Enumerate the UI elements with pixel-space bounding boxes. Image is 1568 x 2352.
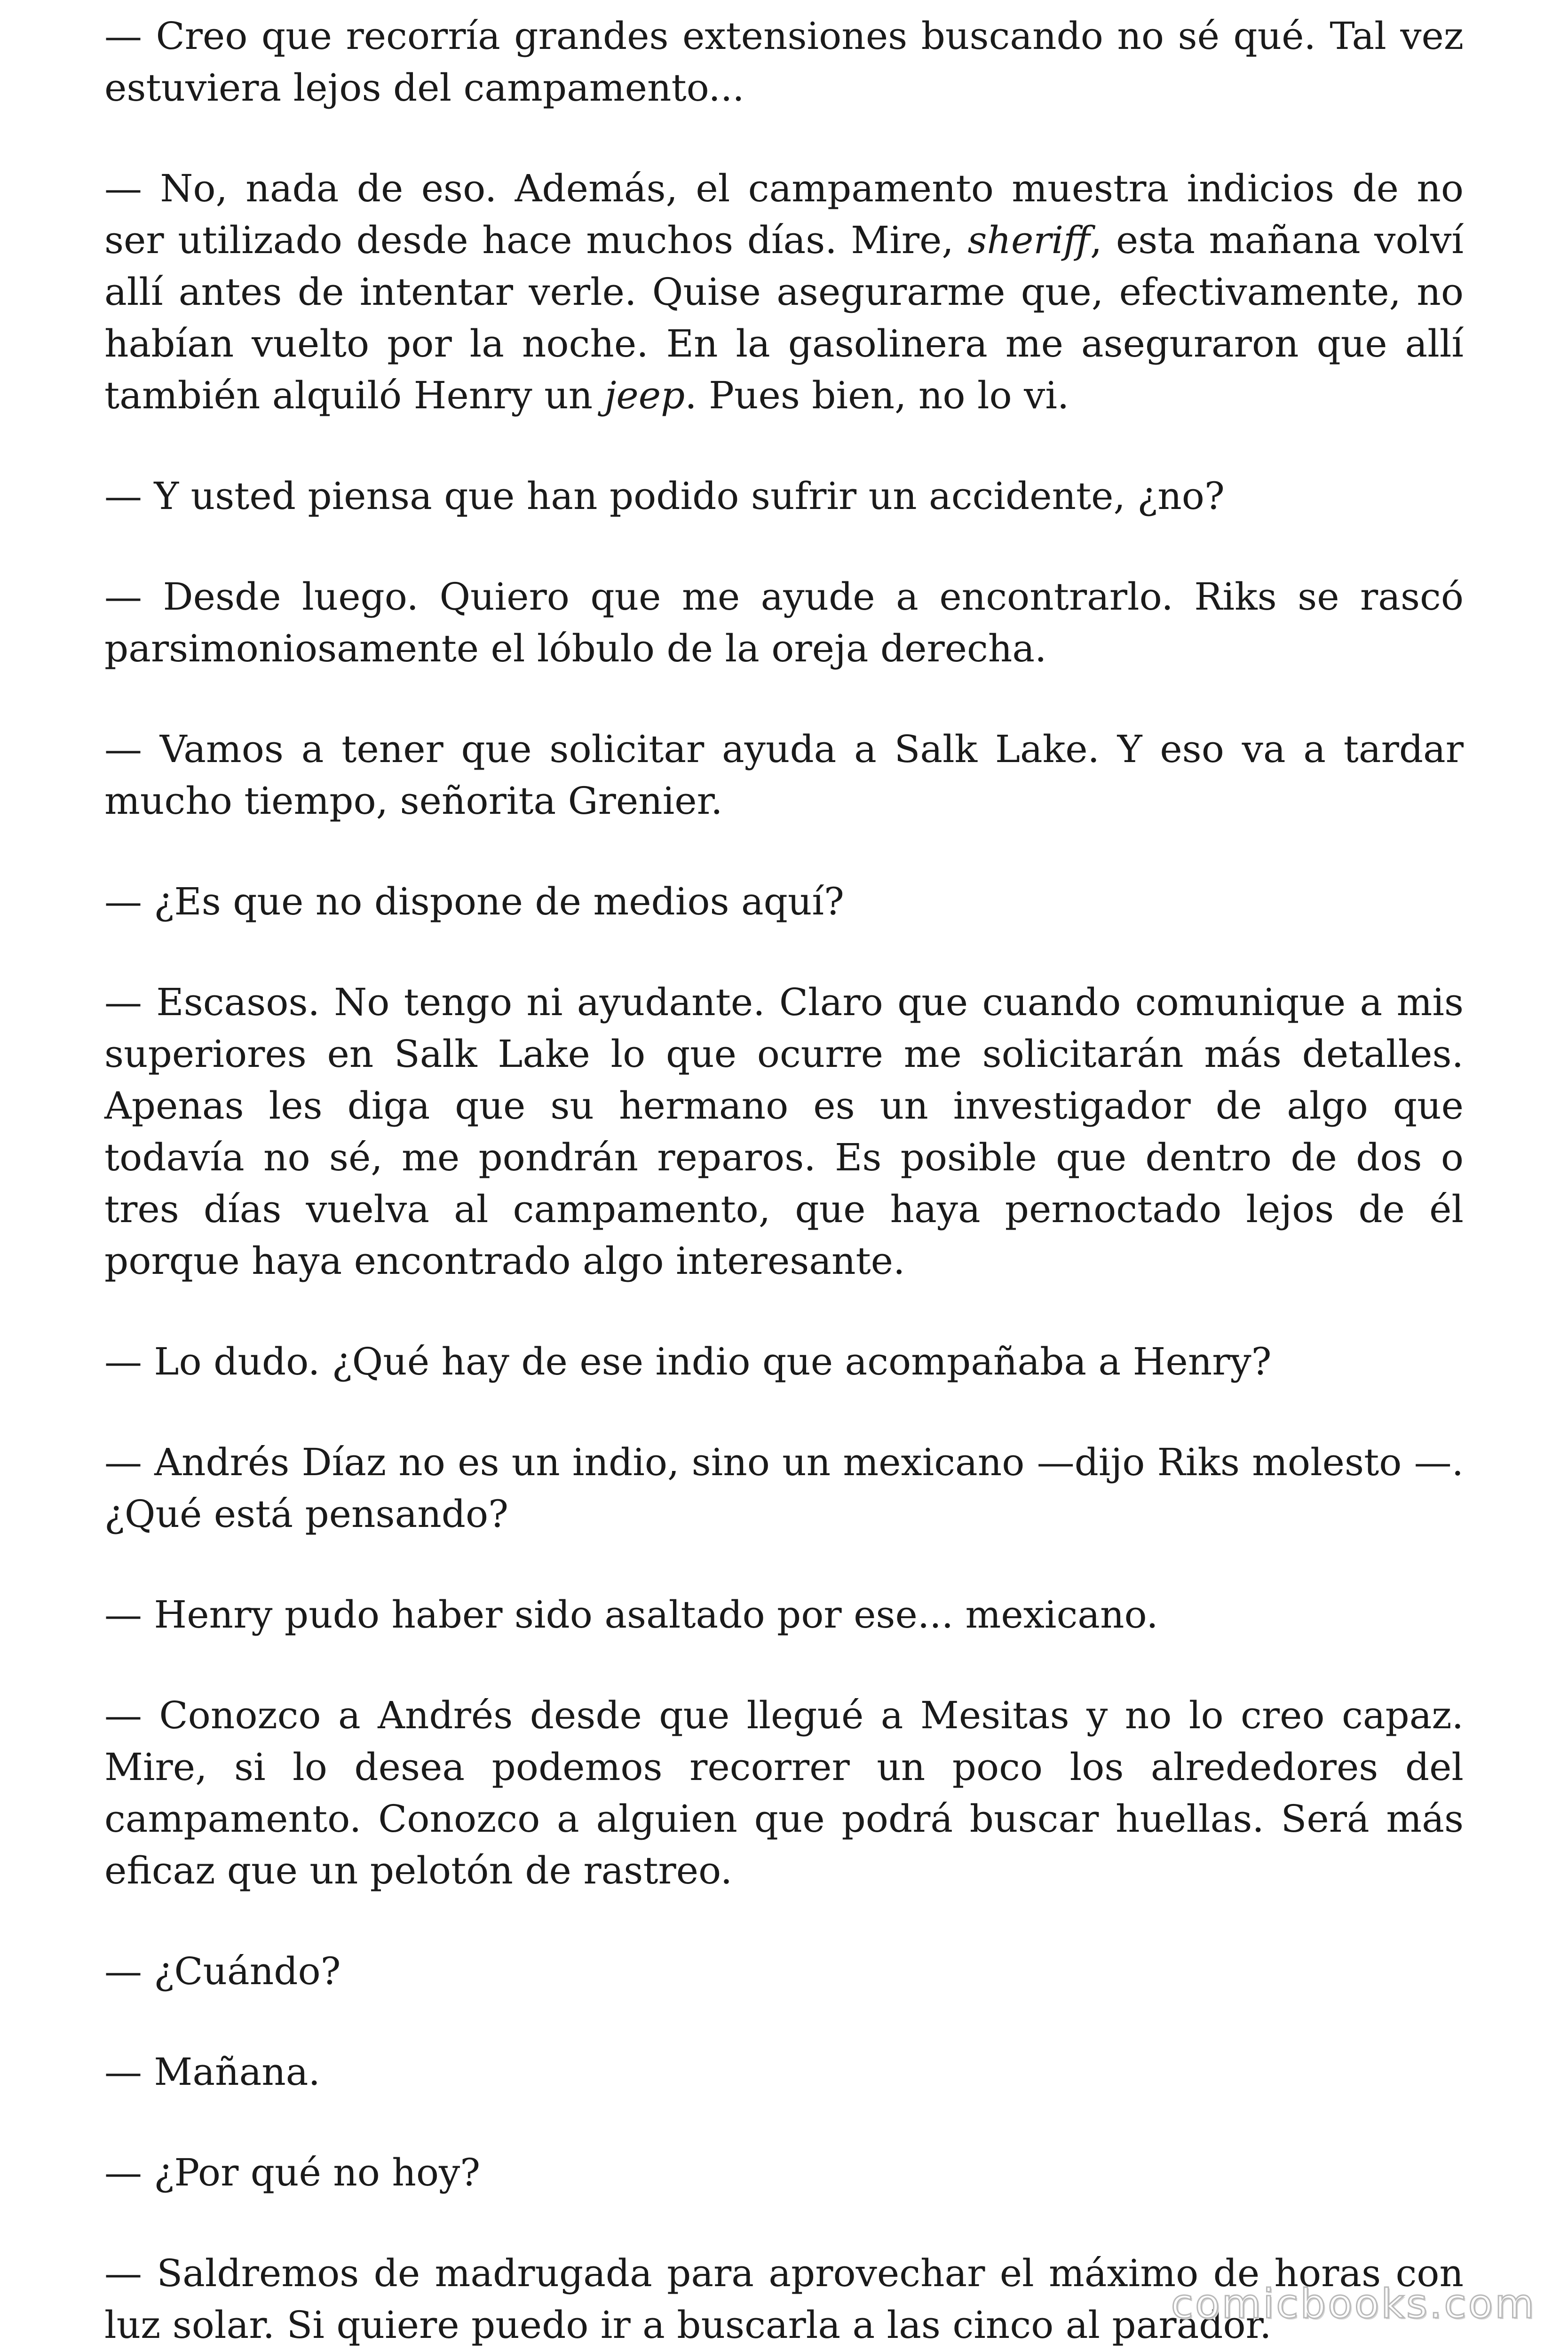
text-run: — Y usted piensa que han podido sufrir un accidente, ¿no? xyxy=(104,474,1225,518)
text-run: — Mañana. xyxy=(104,2050,320,2094)
paragraph xyxy=(104,163,1464,421)
paragraph xyxy=(104,2046,1464,2098)
paragraph xyxy=(104,10,1464,114)
italic-text: jeep xyxy=(604,373,685,417)
text-run: — Creo que recorría grandes extensiones buscando no sé qué. Tal vez estuviera lejos del campamento... xyxy=(104,14,1464,110)
text-run: — ¿Cuándo? xyxy=(104,1949,341,1993)
text-run: — ¿Por qué no hoy? xyxy=(104,2151,481,2194)
paragraph xyxy=(104,723,1464,827)
paragraph xyxy=(104,1437,1464,1540)
text-run: — Andrés Díaz no es un indio, sino un mexicano —dijo Riks molesto —. ¿Qué está pensando? xyxy=(104,1440,1464,1536)
text-run: — No, nada de eso. Además, el campamento muestra indicios de no ser utilizado desde hace muchos días. Mire, xyxy=(104,167,1464,262)
text-run: — Henry pudo haber sido asaltado por ese... mexicano. xyxy=(104,1593,1158,1637)
text-run: — Conozco a Andrés desde que llegué a Mesitas y no lo creo capaz. Mire, si lo desea podemos recorrer un poco los alrededores del campamento. Conozco a alguien que podrá buscar huellas. Será más eficaz que un pelotón de rastreo. xyxy=(104,1693,1464,1892)
text-run: . Pues bien, no lo vi. xyxy=(685,373,1069,417)
text-run: — Saldremos de madrugada para aprovechar el máximo de horas con luz solar. Si quiere puedo ir a buscarla a las cinco al parador. xyxy=(104,2251,1464,2347)
paragraph xyxy=(104,876,1464,928)
book-page-text xyxy=(104,10,1464,2351)
paragraph xyxy=(104,470,1464,522)
paragraph xyxy=(104,977,1464,1287)
text-run: — Lo dudo. ¿Qué hay de ese indio que acompañaba a Henry? xyxy=(104,1340,1272,1383)
italic-text: sheriff xyxy=(967,218,1090,262)
text-run: , esta mañana volví allí antes de intentar verle. Quise asegurarme que, efectivamente, no habían vuelto por la noche. En la gasolinera me aseguraron que allí también alquiló Henry un xyxy=(104,218,1464,417)
watermark-logo: comicbooks.com xyxy=(1171,2280,1536,2328)
paragraph xyxy=(104,2147,1464,2199)
text-run: — ¿Es que no dispone de medios aquí? xyxy=(104,880,844,923)
paragraph xyxy=(104,1589,1464,1641)
paragraph xyxy=(104,1336,1464,1388)
text-run: — Vamos a tener que solicitar ayuda a Salk Lake. Y eso va a tardar mucho tiempo, señorita Grenier. xyxy=(104,727,1464,823)
paragraph xyxy=(104,571,1464,675)
text-run: — Desde luego. Quiero que me ayude a encontrarlo. Riks se rascó parsimoniosamente el lóbulo de la oreja derecha. xyxy=(104,575,1464,670)
paragraph xyxy=(104,1946,1464,1997)
paragraph xyxy=(104,1690,1464,1897)
text-run: — Escasos. No tengo ni ayudante. Claro que cuando comunique a mis superiores en Salk Lake lo que ocurre me solicitarán más detalles. Apenas les diga que su hermano es un investigador de algo que todavía no sé, me pondrán reparos. Es posible que dentro de dos o tres días vuelva al campamento, que haya pernoctado lejos de él porque haya encontrado algo interesante. xyxy=(104,980,1464,1283)
